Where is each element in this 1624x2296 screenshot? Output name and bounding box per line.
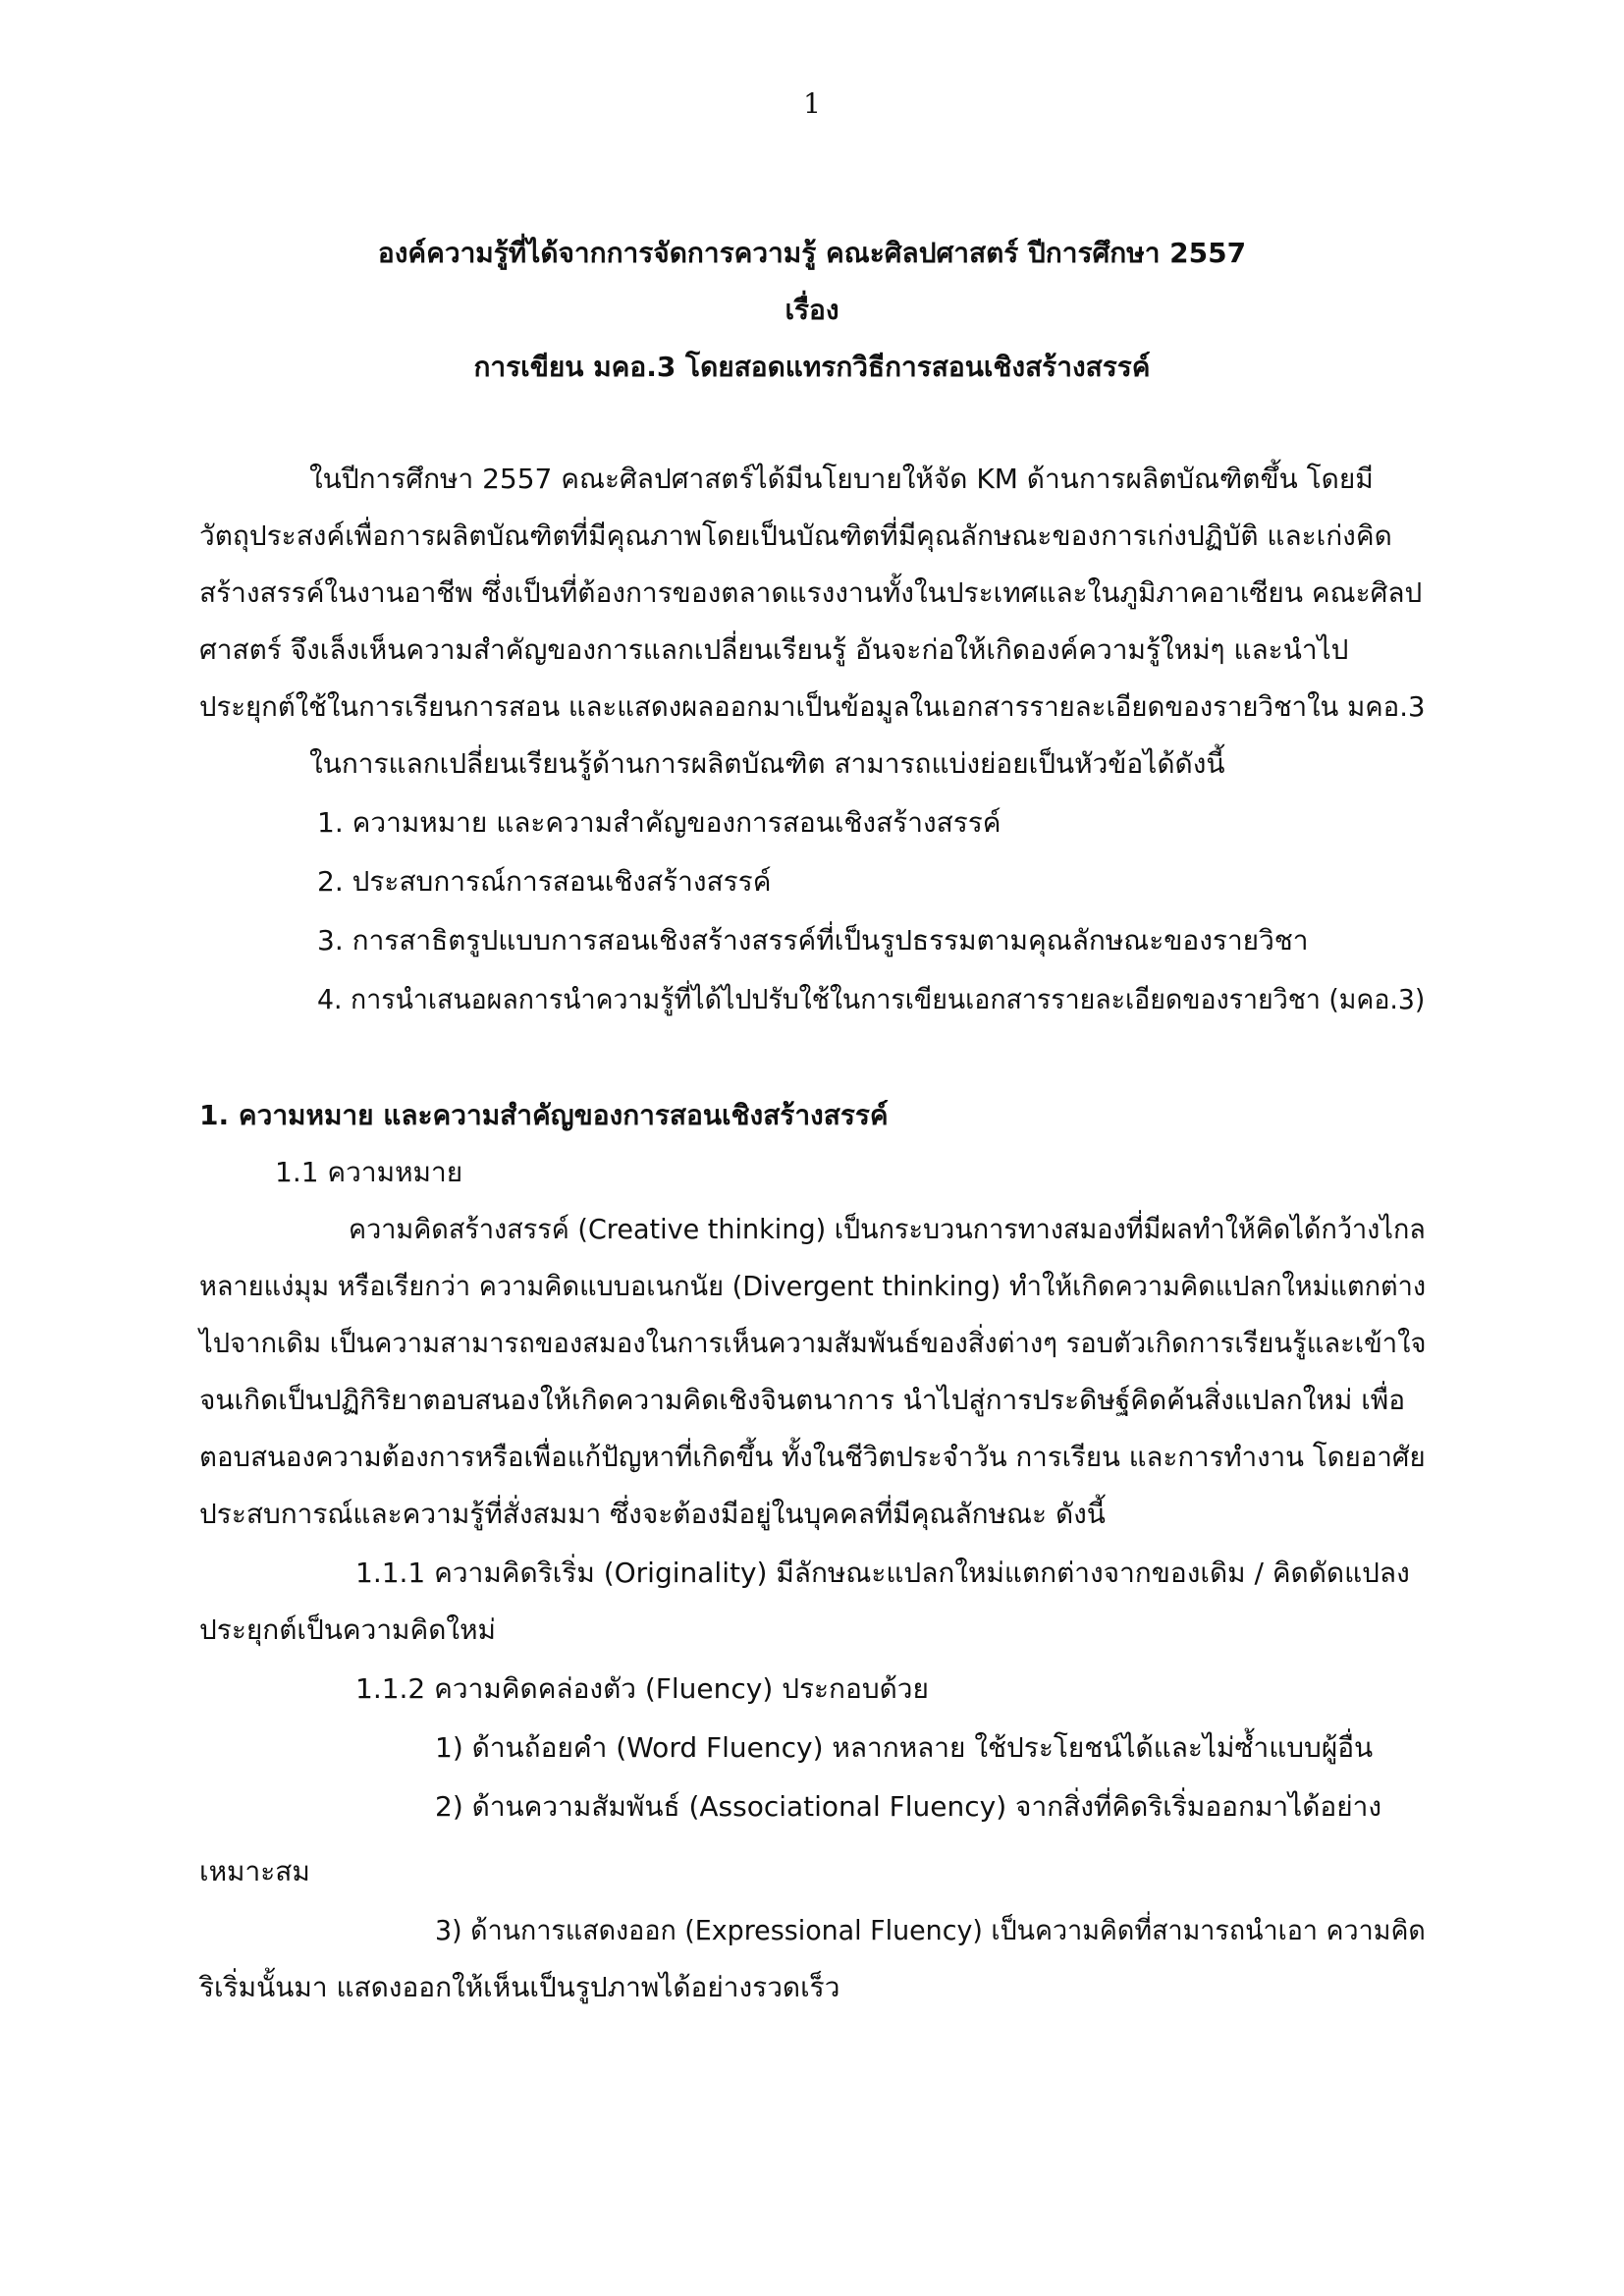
list-item: 3. การสาธิตรูปแบบการสอนเชิงสร้างสรรค์ที่เป็นรูปธรรมตามคุณลักษณะของรายวิชา	[317, 924, 1309, 957]
list-item: 2. ประสบการณ์การสอนเชิงสร้างสรรค์	[317, 865, 772, 898]
definition-line: หลายแง่มุม หรือเรียกว่า ความคิดแบบอเนกนัย (Divergent thinking) ทำให้เกิดความคิดแปลกใหม่แตกต่าง	[199, 1270, 1427, 1302]
intro-line: วัตถุประสงค์เพื่อการผลิตบัณฑิตที่มีคุณภาพโดยเป็นบัณฑิตที่มีคุณลักษณะของการเก่งปฏิบัติ และเก่งคิด	[199, 519, 1392, 552]
definition-line: ตอบสนองความต้องการหรือเพื่อแก้ปัญหาที่เกิดขึ้น ทั้งในชีวิตประจำวัน การเรียน และการทำงาน โดยอาศัย	[199, 1441, 1426, 1473]
definition-line: ประสบการณ์และความรู้ที่สั่งสมมา ซึ่งจะต้องมีอยู่ในบุคคลที่มีคุณลักษณะ ดังนี้	[199, 1498, 1106, 1530]
definition-line: ความคิดสร้างสรรค์ (Creative thinking) เป็นกระบวนการทางสมองที่มีผลทำให้คิดได้กว้างไกล	[349, 1213, 1426, 1245]
intro-line: สร้างสรรค์ในงานอาชีพ ซึ่งเป็นที่ต้องการของตลาดแรงงานทั้งในประเทศและในภูมิภาคอาเซียน คณะศิลป	[199, 576, 1423, 609]
sub-item-continued: เหมาะสม	[199, 1855, 310, 1887]
definition-line: จนเกิดเป็นปฏิกิริยาตอบสนองให้เกิดความคิดเชิงจินตนาการ นำไปสู่การประดิษฐ์คิดค้นสิ่งแปลกใหม่ เพื่อ	[199, 1384, 1406, 1416]
sub-item-continued: ริเริ่มนั้นมา แสดงออกให้เห็นเป็นรูปภาพได้อย่างรวดเร็ว	[199, 1971, 840, 2003]
sub-item: 3) ด้านการแสดงออก (Expressional Fluency) เป็นความคิดที่สามารถนำเอา ความคิด	[435, 1914, 1426, 1946]
sub-heading: 1.1 ความหมาย	[275, 1156, 463, 1188]
intro-line: ประยุกต์ใช้ในการเรียนการสอน และแสดงผลออกมาเป็นข้อมูลในเอกสารรายละเอียดของรายวิชาใน มคอ.3	[199, 690, 1426, 723]
page-number: 1	[803, 87, 821, 120]
intro-line: ในปีการศึกษา 2557 คณะศิลปศาสตร์ได้มีนโยบายให้จัด KM ด้านการผลิตบัณฑิตขึ้น โดยมี	[309, 463, 1374, 495]
doc-title-line2: เรื่อง	[785, 294, 839, 326]
item-line: 1.1.1 ความคิดริเริ่ม (Originality) มีลักษณะแปลกใหม่แตกต่างจากของเดิม / คิดดัดแปลง	[355, 1557, 1410, 1589]
item-line: ประยุกต์เป็นความคิดใหม่	[199, 1613, 497, 1646]
intro-line: ศาสตร์ จึงเล็งเห็นความสำคัญของการแลกเปลี่ยนเรียนรู้ อันจะก่อให้เกิดองค์ความรู้ใหม่ๆ และนำไป	[199, 633, 1349, 666]
sub-item: 1) ด้านถ้อยคำ (Word Fluency) หลากหลาย ใช้ประโยชน์ได้และไม่ซ้ำแบบผู้อื่น	[435, 1731, 1374, 1764]
definition-line: ไปจากเดิม เป็นความสามารถของสมองในการเห็นความสัมพันธ์ของสิ่งต่างๆ รอบตัวเกิดการเรียนรู้และเข้าใจ	[199, 1327, 1427, 1359]
sub-item: 2) ด้านความสัมพันธ์ (Associational Fluency) จากสิ่งที่คิดริเริ่มออกมาได้อย่าง	[435, 1790, 1382, 1823]
item-heading: 1.1.2 ความคิดคล่องตัว (Fluency) ประกอบด้วย	[355, 1672, 929, 1705]
doc-title-line3: การเขียน มคอ.3 โดยสอดแทรกวิธีการสอนเชิงสร้างสรรค์	[473, 351, 1151, 383]
section-heading: 1. ความหมาย และความสำคัญของการสอนเชิงสร้างสรรค์	[199, 1099, 889, 1131]
list-item: 4. การนำเสนอผลการนำความรู้ที่ได้ไปปรับใช้ในการเขียนเอกสารรายละเอียดของรายวิชา (มคอ.3)	[317, 983, 1426, 1015]
intro-lead: ในการแลกเปลี่ยนเรียนรู้ด้านการผลิตบัณฑิต สามารถแบ่งย่อยเป็นหัวข้อได้ดังนี้	[309, 747, 1225, 780]
list-item: 1. ความหมาย และความสำคัญของการสอนเชิงสร้างสรรค์	[317, 806, 1001, 839]
doc-title-line1: องค์ความรู้ที่ได้จากการจัดการความรู้ คณะศิลปศาสตร์ ปีการศึกษา 2557	[377, 237, 1247, 269]
